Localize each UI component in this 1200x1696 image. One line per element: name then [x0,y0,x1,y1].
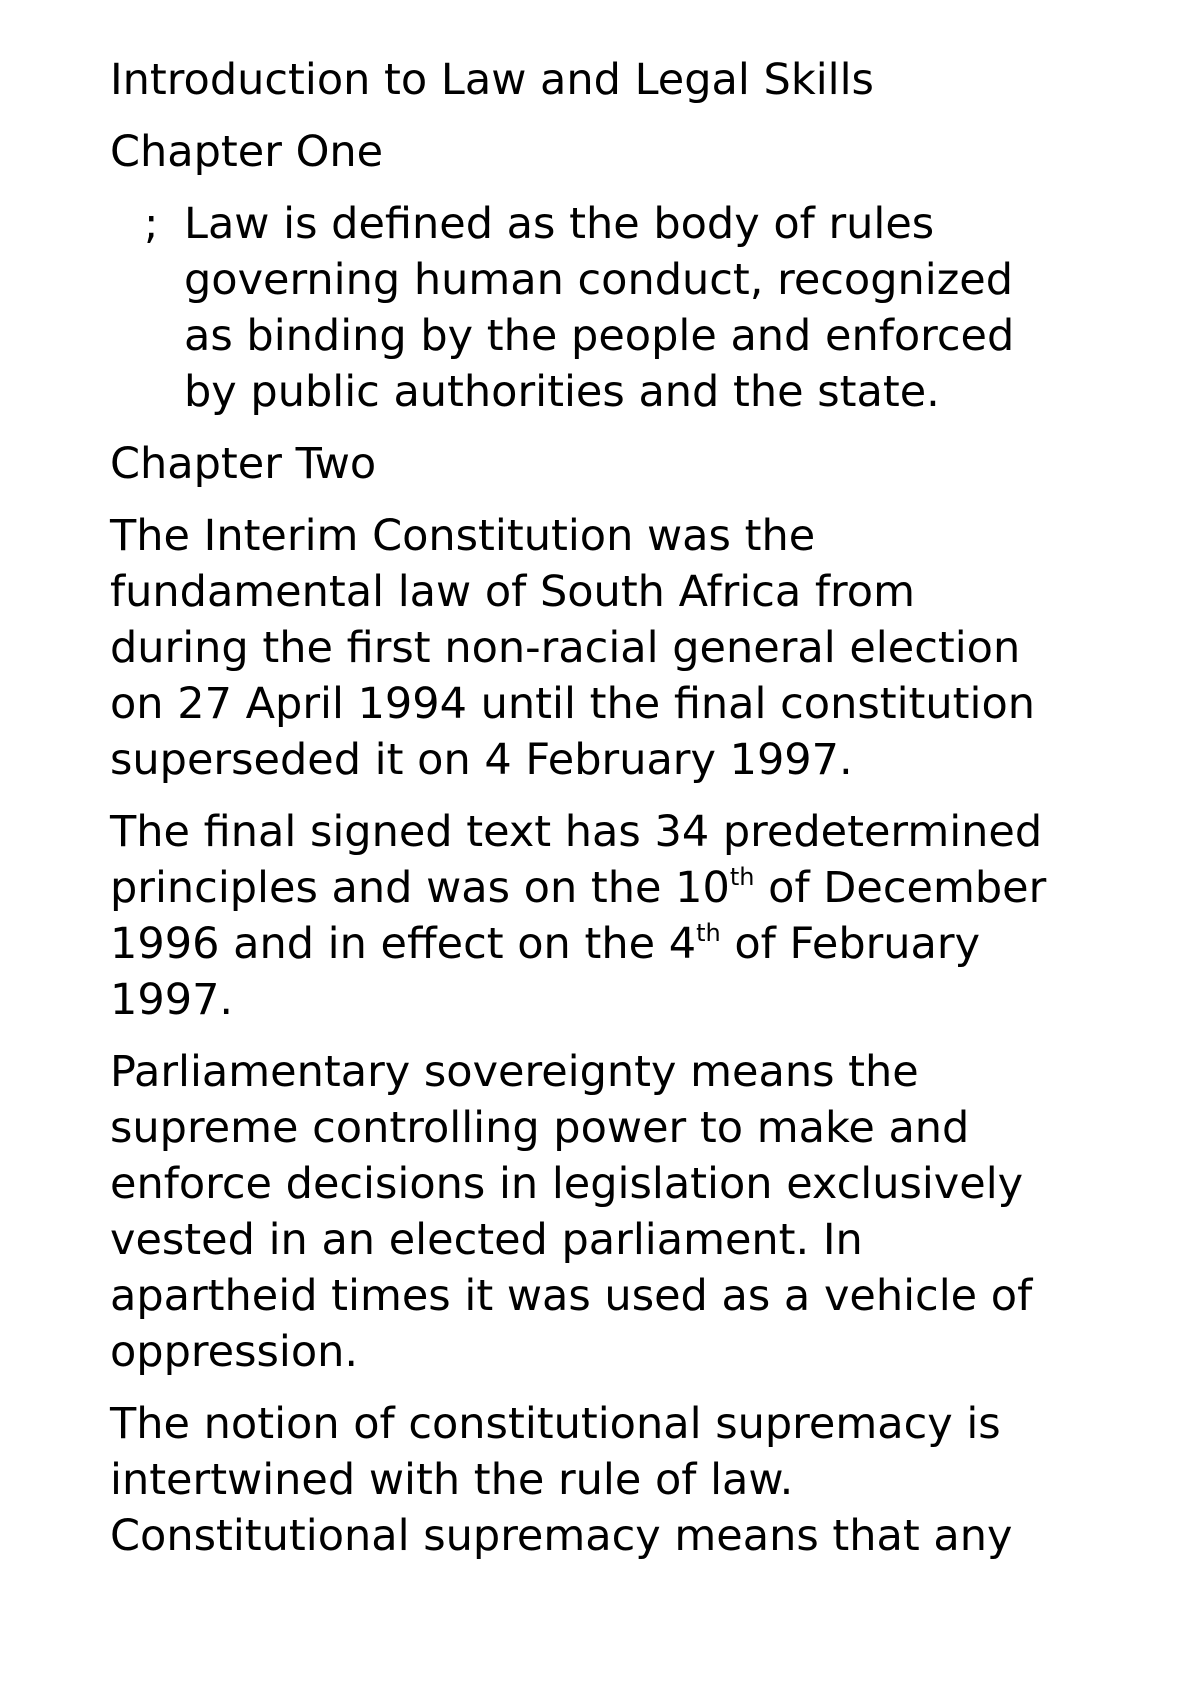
final-text-paragraph [110,804,1110,1028]
chapter-one-heading [110,124,1110,180]
parliamentary-sovereignty-line: Parliamentary sovereignty means the [110,1047,919,1097]
final-text-line [110,916,1110,972]
law-definition-line: governing human conduct, recognized [184,255,1014,305]
chapter-one-heading-text: Chapter One [110,127,384,177]
interim-constitution-line: The Interim Constitution was the [110,511,816,561]
interim-constitution-line: during the first non-racial general election [110,623,1021,673]
parliamentary-sovereignty-line: apartheid times it was used as a vehicle of [110,1271,1033,1321]
ordinal-suffix: th [729,863,755,891]
parliamentary-sovereignty-paragraph [110,1044,1110,1380]
parliamentary-sovereignty-line: vested in an elected parliament. In [110,1215,863,1265]
bullet-marker: ; [144,199,159,249]
parliamentary-sovereignty-line: supreme controlling power to make and [110,1103,970,1153]
interim-constitution-line: superseded it on 4 February 1997. [110,735,853,785]
final-text-fragment: principles and was on the 10 [110,863,730,913]
ordinal-suffix: th [696,919,721,947]
final-text-line: The final signed text has 34 predetermined [110,807,1043,857]
final-text-fragment: 1996 and in effect on the 4 [110,919,697,969]
parliamentary-sovereignty-line: oppression. [110,1327,359,1377]
law-definition-line: Law is defined as the body of rules [184,199,935,249]
constitutional-supremacy-line: Constitutional supremacy means that any [110,1511,1013,1561]
document-title [110,52,1110,108]
constitutional-supremacy-line: intertwined with the rule of law. [110,1455,794,1505]
document-content [110,52,1110,1580]
law-definition-line: by public authorities and the state. [184,367,940,417]
interim-constitution-line: on 27 April 1994 until the final constitution [110,679,1036,729]
chapter-two-heading [110,436,1110,492]
final-text-line [110,860,1110,916]
final-text-fragment: of December [754,863,1047,913]
final-text-fragment: of February [720,919,981,969]
law-definition-line: as binding by the people and enforced [184,311,1015,361]
constitutional-supremacy-line: The notion of constitutional supremacy is [110,1399,1001,1449]
final-text-line: 1997. [110,975,234,1025]
interim-constitution-line: fundamental law of South Africa from [110,567,915,617]
chapter-two-heading-text: Chapter Two [110,439,377,489]
interim-constitution-paragraph [110,508,1110,788]
law-definition-bullet [110,196,1110,420]
document-title-text: Introduction to Law and Legal Skills [110,55,874,105]
parliamentary-sovereignty-line: enforce decisions in legislation exclusively [110,1159,1024,1209]
constitutional-supremacy-paragraph [110,1396,1110,1564]
